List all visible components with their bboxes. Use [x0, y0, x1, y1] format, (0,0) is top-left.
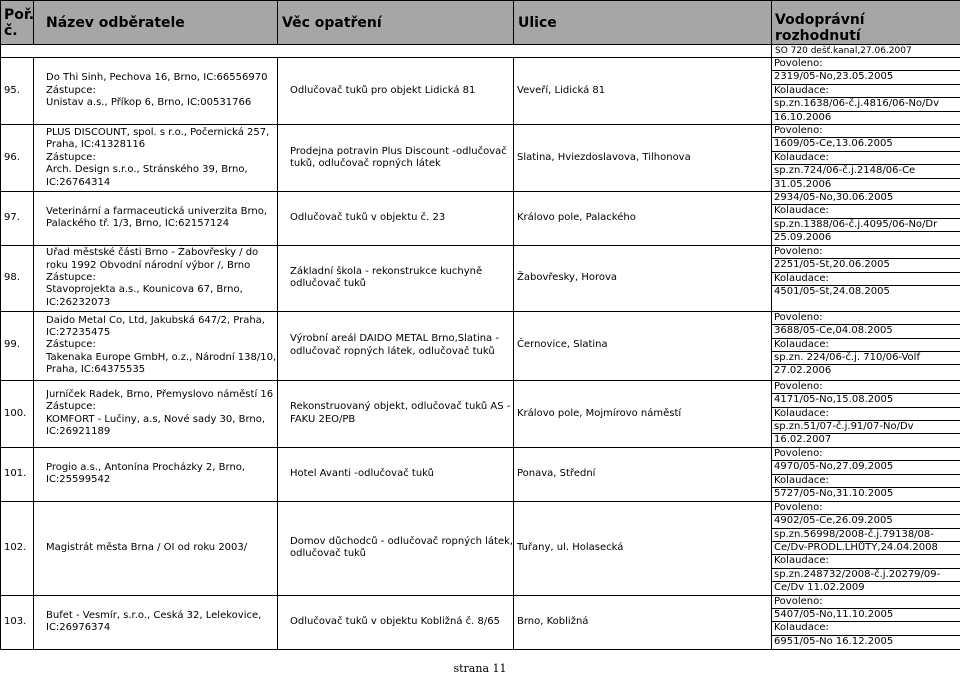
subject-line: Odlučovač tuků pro objekt Lidická 81	[290, 85, 513, 97]
customer-line: Stavoprojekta a.s., Kounicova 67, Brno,	[46, 284, 277, 296]
decision-line: Kolaudace:	[772, 622, 960, 635]
decision-line: Kolaudace:	[772, 555, 960, 568]
row-number: 100.	[1, 380, 34, 447]
subject-line: Výrobní areál DAIDO METAL Brno,Slatina -	[290, 333, 513, 345]
table-row	[1, 311, 960, 380]
decision-line: Če/Dv-PRODL.LHŮTY,24.04.2008	[772, 542, 960, 555]
street-cell: Černovice, Slatina	[514, 311, 772, 380]
decision-cell	[772, 447, 960, 501]
subject-line: Hotel Avanti -odlučovač tuků	[290, 468, 513, 480]
customer-line: Progio a.s., Antonína Procházky 2, Brno,	[46, 462, 277, 474]
customer-line: KOMFORT - Lučiny, a.s, Nové sady 30, Brno,	[46, 414, 277, 426]
decision-line: Povoleno:	[772, 502, 960, 515]
row-number: 96.	[1, 125, 34, 192]
decision-line: 4970/05-No,27.09.2005	[772, 461, 960, 474]
header-customer	[34, 1, 278, 45]
decision-line: 16.10.2006	[772, 112, 960, 124]
subject-line: odlučovač ropných látek, odlučovač tuků	[290, 346, 513, 358]
customer-line: IČ:26976374	[46, 622, 277, 634]
subject-cell	[278, 380, 514, 447]
street-cell: Slatina, Hviezdoslavova, Tilhonova	[514, 125, 772, 192]
customer-line: Úřad městské části Brno - Žabovřesky / do	[46, 247, 277, 259]
subject-line: tuků, odlučovač ropných látek	[290, 158, 513, 170]
header-subject	[278, 1, 514, 45]
customer-cell	[34, 58, 278, 125]
decision-cell	[772, 192, 960, 246]
decision-line: Kolaudace:	[772, 152, 960, 165]
table-row	[1, 447, 960, 501]
table-row	[1, 192, 960, 246]
table-row	[1, 125, 960, 192]
decision-line: Če/Dv 11.02.2009	[772, 582, 960, 594]
decision-line: sp.zn. 224/06-č.j. 710/06-Volf	[772, 352, 960, 365]
decision-line: Povoleno:	[772, 448, 960, 461]
page-footer: strana 11	[0, 662, 960, 675]
row-number: 98.	[1, 245, 34, 311]
decision-line: Kolaudace:	[772, 339, 960, 352]
decision-line: sp.zn.724/06-č.j.2148/06-Če	[772, 165, 960, 178]
decision-line: Povoleno:	[772, 381, 960, 394]
header-subject-label: Věc opatření	[282, 15, 382, 31]
customer-line: IČ:26764314	[46, 177, 277, 189]
decision-line: 25.09.2006	[772, 232, 960, 244]
street-cell: Tuřany, ul. Holasecká	[514, 501, 772, 595]
header-customer-label: Název odběratele	[46, 15, 185, 31]
subheader-spacer	[1, 45, 772, 58]
header-decision-line2: rozhodnutí	[775, 28, 960, 44]
customer-line: Do Thi Sinh, Pechova 16, Brno, IČ:66556970	[46, 72, 277, 84]
decision-line: Povoleno:	[772, 596, 960, 609]
header-decision	[772, 1, 960, 45]
customer-line: IČ:26232073	[46, 297, 277, 309]
customer-cell	[34, 447, 278, 501]
subject-line: odlučovač tuků	[290, 548, 513, 560]
decision-line: Kolaudace:	[772, 205, 960, 218]
customer-line: Bufet - Vesmír, s.r.o., Česká 32, Lelekovice,	[46, 610, 277, 622]
row-number: 102.	[1, 501, 34, 595]
customer-line: Praha, IČ:64375535	[46, 364, 277, 376]
decision-line: 31.05.2006	[772, 179, 960, 191]
decision-cell	[772, 501, 960, 595]
header-street-label: Ulice	[518, 15, 557, 31]
customer-cell	[34, 501, 278, 595]
customer-cell	[34, 380, 278, 447]
row-number: 95.	[1, 58, 34, 125]
decision-line: sp.zn.1388/06-č.j.4095/06-No/Dr	[772, 219, 960, 232]
table-row	[1, 380, 960, 447]
subject-line: Odlučovač tuků v objektu Kobližná č. 8/65	[290, 616, 513, 628]
customer-line: Zástupce:	[46, 339, 277, 351]
customer-line: IČ:25599542	[46, 474, 277, 486]
decision-line: 5727/05-No,31.10.2005	[772, 488, 960, 500]
subject-cell	[278, 311, 514, 380]
decision-line: Kolaudace:	[772, 85, 960, 98]
customer-line: PLUS DISCOUNT, spol. s r.o., Počernická 257,	[46, 127, 277, 139]
decision-cell	[772, 595, 960, 649]
customer-cell	[34, 245, 278, 311]
subject-line: odlučovač tuků	[290, 278, 513, 290]
customer-line: roku 1992 Obvodní národní výbor /, Brno	[46, 260, 277, 272]
customer-line: Praha, IČ:41328116	[46, 139, 277, 151]
subject-line: Základní škola - rekonstrukce kuchyně	[290, 266, 513, 278]
table-row	[1, 595, 960, 649]
table-row	[1, 245, 960, 311]
decision-line: 16.02.2007	[772, 434, 960, 446]
street-cell: Veveří, Lidická 81	[514, 58, 772, 125]
decision-line: Kolaudace:	[772, 475, 960, 488]
row-number: 99.	[1, 311, 34, 380]
customer-line: Takenaka Europe GmbH, o.z., Národní 138/10,	[46, 352, 277, 364]
subject-cell	[278, 125, 514, 192]
street-cell: Brno, Kobližná	[514, 595, 772, 649]
decision-line: 3688/05-Če,04.08.2005	[772, 325, 960, 338]
subject-cell	[278, 245, 514, 311]
decision-line: 5407/05-No,11.10.2005	[772, 609, 960, 622]
header-no-label: Poř. č.	[4, 7, 34, 39]
decision-cell	[772, 380, 960, 447]
customer-line: IČ:26921189	[46, 426, 277, 438]
decision-line: sp.zn.51/07-č.j.91/07-No/Dv	[772, 421, 960, 434]
decision-line: 2319/05-No,23.05.2005	[772, 71, 960, 84]
decision-line: 27.02.2006	[772, 365, 960, 377]
customer-line: Zástupce:	[46, 272, 277, 284]
subject-cell	[278, 58, 514, 125]
customer-line: Unistav a.s., Příkop 6, Brno, IČ:00531766	[46, 97, 277, 109]
decision-line: 4171/05-No,15.08.2005	[772, 394, 960, 407]
customer-line: Arch. Design s.r.o., Stránského 39, Brno,	[46, 164, 277, 176]
customer-cell	[34, 125, 278, 192]
decision-line: 6951/05-No 16.12.2005	[772, 636, 960, 648]
decision-line: Povoleno:	[772, 312, 960, 325]
customer-line: Zástupce:	[46, 85, 277, 97]
row-number: 101.	[1, 447, 34, 501]
decision-line: Povoleno:	[772, 58, 960, 71]
decision-subheader-row	[1, 45, 960, 58]
decision-subheader: SO 720 dešť.kanal,27.06.2007	[772, 45, 960, 58]
decision-line: Kolaudace:	[772, 408, 960, 421]
customer-line: Veterinární a farmaceutická univerzita Brno,	[46, 206, 277, 218]
customer-cell	[34, 311, 278, 380]
subject-line: Prodejna potravin Plus Discount -odlučovač	[290, 146, 513, 158]
customer-line: Daido Metal Co, Ltd, Jakubská 647/2, Praha,	[46, 315, 277, 327]
header-row	[1, 1, 960, 45]
decision-cell	[772, 311, 960, 380]
row-number: 103.	[1, 595, 34, 649]
decision-cell	[772, 245, 960, 311]
decision-line: Kolaudace:	[772, 273, 960, 286]
subject-cell	[278, 501, 514, 595]
decision-line: 1609/05-Če,13.06.2005	[772, 138, 960, 151]
table-row	[1, 58, 960, 125]
decision-line: sp.zn.248732/2008-č.j.20279/09-	[772, 569, 960, 582]
customer-line: Palackého tř. 1/3, Brno, IČ:62157124	[46, 218, 277, 230]
decision-line: 2934/05-No,30.06.2005	[772, 192, 960, 205]
subject-line: Rekonstruovaný objekt, odlučovač tuků AS -	[290, 401, 513, 413]
table-row	[1, 501, 960, 595]
subject-cell	[278, 192, 514, 246]
decision-line: 2251/05-Št,20.06.2005	[772, 259, 960, 272]
row-number: 97.	[1, 192, 34, 246]
subject-line: Odlučovač tuků v objektu č. 23	[290, 212, 513, 224]
customer-line: Jurníček Radek, Brno, Přemyslovo náměstí 16	[46, 389, 277, 401]
decision-cell	[772, 58, 960, 125]
decision-line: sp.zn.56998/2008-č.j.79138/08-	[772, 529, 960, 542]
customer-line: Zástupce:	[46, 152, 277, 164]
header-street	[514, 1, 772, 45]
customer-line: IČ:27235475	[46, 327, 277, 339]
subject-cell	[278, 595, 514, 649]
street-cell: Královo pole, Palackého	[514, 192, 772, 246]
decision-line: Povoleno:	[772, 125, 960, 138]
subject-line: Domov důchodců - odlučovač ropných látek,	[290, 536, 513, 548]
subject-cell	[278, 447, 514, 501]
decision-line: sp.zn.1638/06-č.j.4816/06-No/Dv	[772, 98, 960, 111]
subject-line: FAKU 2EO/PB	[290, 414, 513, 426]
customer-cell	[34, 595, 278, 649]
decision-line: 4902/05-Če,26.09.2005	[772, 515, 960, 528]
header-decision-line1: Vodoprávní	[775, 12, 960, 28]
customer-line: Zástupce:	[46, 401, 277, 413]
customer-line: Magistrát města Brna / OI od roku 2003/	[46, 542, 277, 554]
decision-line: Povoleno:	[772, 246, 960, 259]
street-cell: Ponava, Střední	[514, 447, 772, 501]
decision-line: 4501/05-Št,24.08.2005	[772, 286, 960, 298]
header-no	[1, 1, 34, 45]
street-cell: Královo pole, Mojmírovo náměstí	[514, 380, 772, 447]
street-cell: Žabovřesky, Horova	[514, 245, 772, 311]
decision-cell	[772, 125, 960, 192]
customer-cell	[34, 192, 278, 246]
